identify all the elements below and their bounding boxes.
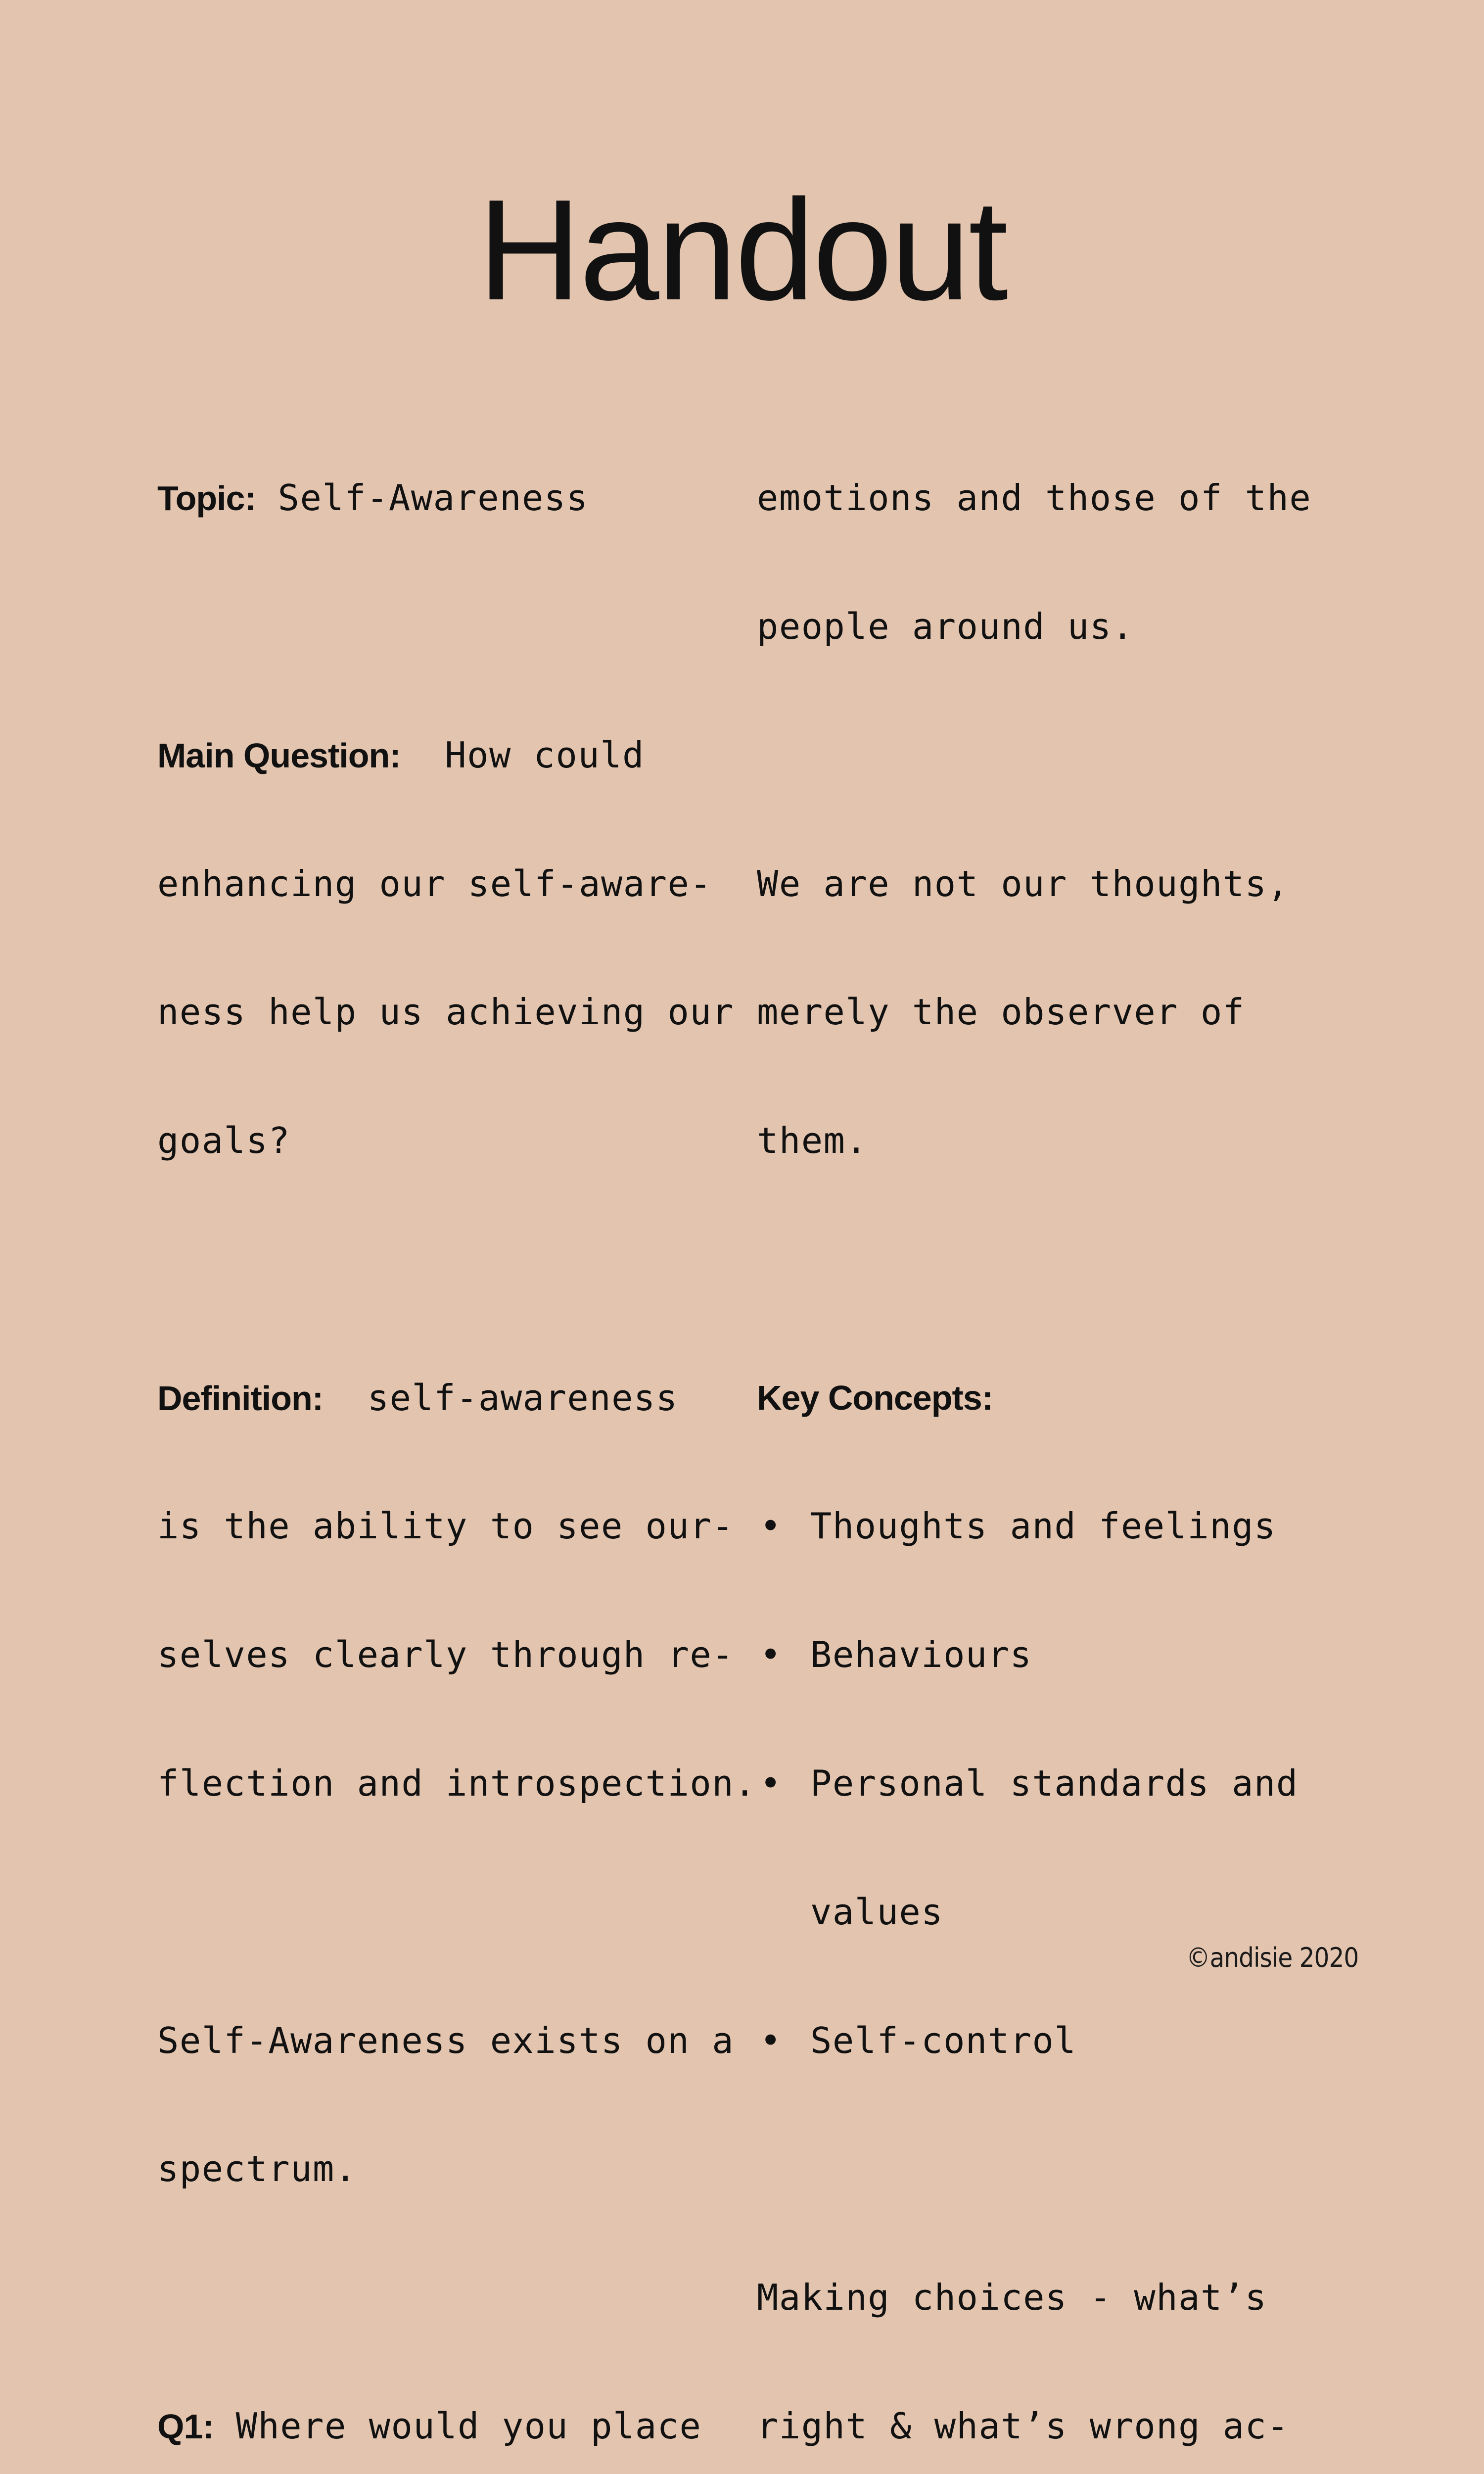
blank-line (157, 2276, 756, 2319)
definition-line (157, 1377, 756, 1420)
blank-line (757, 734, 1334, 777)
key-concepts-label: Key Concepts: (757, 1378, 993, 1417)
definition-label: Definition: (157, 1379, 324, 1418)
main-question-text: goals? (157, 1120, 291, 1162)
main-question-text: enhancing our self-aware- (157, 862, 712, 904)
q1-label: Q1: (157, 2407, 214, 2446)
choices-text: right & what’s wrong ac- (757, 2405, 1290, 2447)
blank-line (157, 1248, 756, 1291)
main-question-label: Main Question: (157, 736, 401, 775)
topic-value: Self-Awareness (278, 477, 589, 519)
definition-text: is the ability to see our- (157, 1505, 735, 1547)
choices-text: Making choices - what’s (757, 2277, 1267, 2319)
list-item-text: values (810, 1891, 944, 1933)
list-item-text: Behaviours (810, 1634, 1032, 1676)
list-item-text: Thoughts and feelings (810, 1505, 1276, 1547)
spectrum-text: Self-Awareness exists on a (157, 2019, 735, 2061)
list-item (757, 1762, 1334, 1805)
list-item-continuation (757, 1891, 1334, 1934)
bullet-icon: • (760, 1505, 782, 1547)
list-item (757, 1633, 1334, 1676)
right-column (757, 391, 1334, 2474)
blank-line (157, 1891, 756, 1934)
left-column (157, 391, 756, 2474)
continued-text: people around us. (757, 605, 1134, 647)
q1-text: Where would you place (235, 2405, 702, 2447)
list-item (757, 1505, 1334, 1548)
bullet-icon: • (760, 1634, 782, 1676)
definition-text: flection and introspection. (157, 1762, 756, 1804)
page-title: Handout (477, 170, 1007, 330)
continued-text: emotions and those of the (757, 477, 1312, 519)
list-item-text: Personal standards and (810, 1762, 1298, 1804)
blank-line (157, 605, 756, 648)
topic-line (157, 476, 756, 520)
copyright-footer: ©andisie 2020 (1186, 1942, 1359, 1973)
observer-text: We are not our thoughts, (757, 862, 1290, 904)
topic-label: Topic: (157, 479, 256, 518)
bullet-icon: • (760, 1762, 782, 1804)
observer-text: merely the observer of (757, 991, 1245, 1033)
blank-line (757, 2147, 1334, 2190)
list-item (757, 2019, 1334, 2062)
spectrum-text: spectrum. (157, 2148, 357, 2190)
main-question-text: ness help us achieving our (157, 991, 735, 1033)
q1-line (157, 2405, 756, 2448)
bullet-icon: • (760, 2019, 782, 2061)
observer-text: them. (757, 1120, 868, 1162)
main-question-line (157, 734, 756, 777)
definition-text: self-awareness (367, 1377, 678, 1419)
list-item-text: Self-control (810, 2019, 1077, 2061)
blank-line (757, 1248, 1334, 1291)
main-question-text: How could (445, 734, 645, 776)
definition-text: selves clearly through re- (157, 1634, 735, 1676)
